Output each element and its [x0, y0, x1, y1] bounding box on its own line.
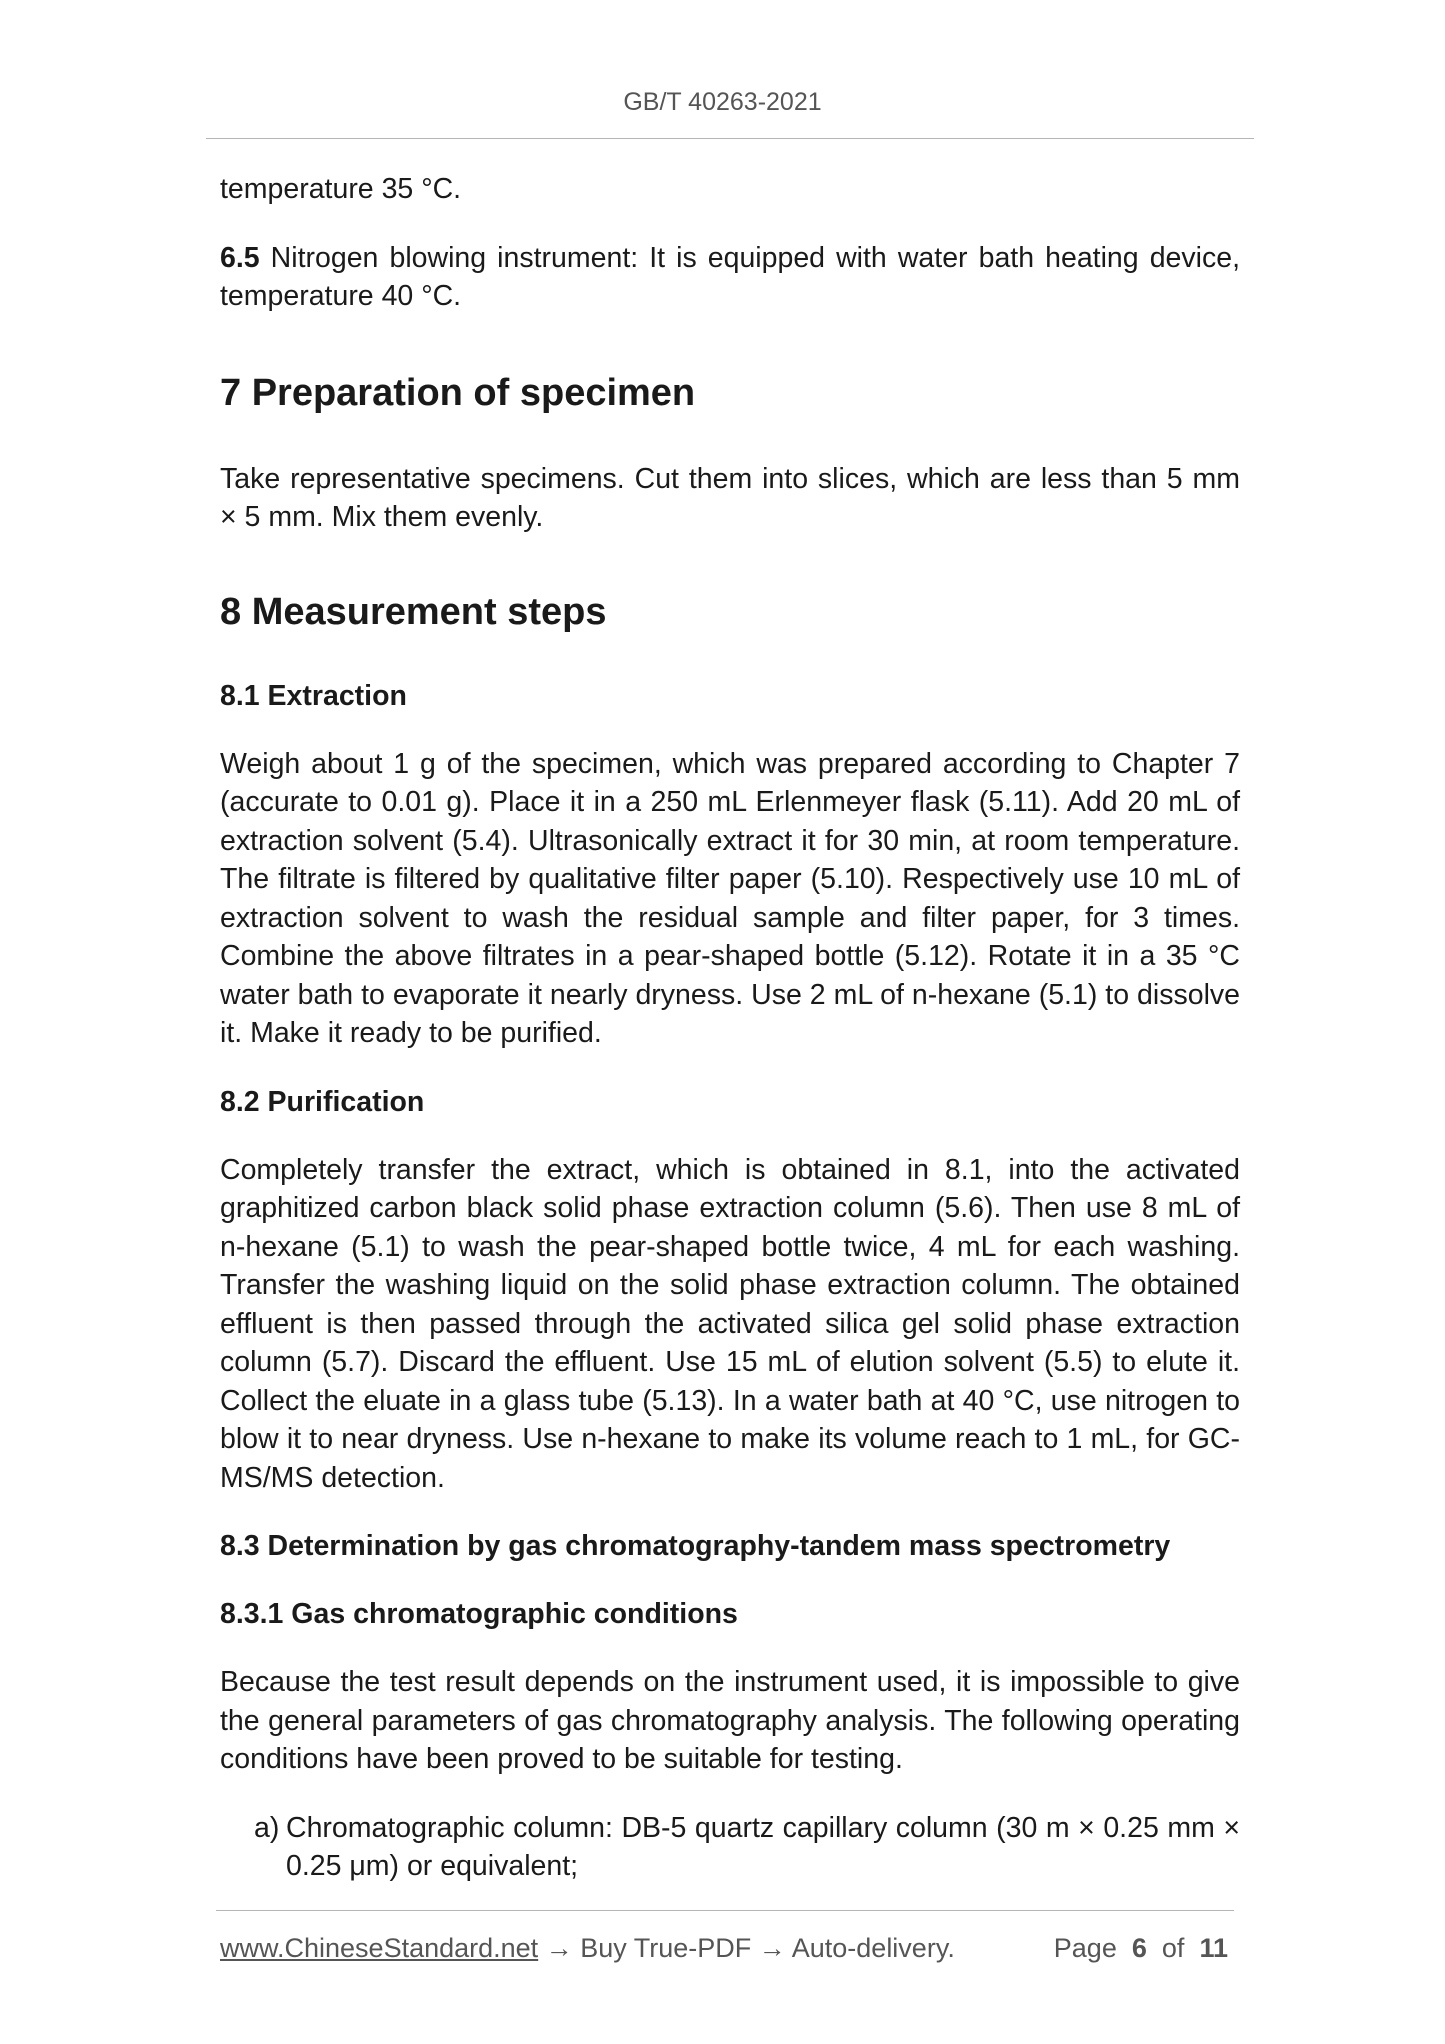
- of-label: of: [1161, 1933, 1185, 1963]
- website-link[interactable]: www.ChineseStandard.net: [220, 1933, 539, 1963]
- footer-promo-text: → Buy True-PDF → Auto-delivery.: [538, 1933, 955, 1963]
- list-marker-a: a): [254, 1811, 280, 1844]
- current-page-number: 6: [1131, 1933, 1147, 1963]
- chapter-7-paragraph: Take representative specimens. Cut them into slices, which are less than 5 mm × 5 mm. Mix them evenly.: [220, 462, 1240, 533]
- list-item-a: [220, 1809, 1240, 1886]
- paragraph-8-3-1: Because the test result depends on the instrument used, it is impossible to give the general parameters of gas chromatography analysis. The following operating conditions have been proved to be suitable for testing.: [220, 1666, 1240, 1775]
- document-body: [220, 170, 1240, 1886]
- page-label: Page: [1053, 1933, 1117, 1963]
- clause-6-5-number: 6.5: [220, 241, 260, 274]
- list-item-a-text: Chromatographic column: DB-5 quartz capillary column (30 m × 0.25 mm × 0.25 μm) or equivalent;: [286, 1811, 1240, 1882]
- paragraph-8-1: Weigh about 1 g of the specimen, which was prepared according to Chapter 7 (accurate to 0.01 g). Place it in a 250 mL Erlenmeyer flask (5.11). Add 20 mL of extraction solvent (5.4). Ultrasonically extract it for 30 min, at room temperature. The filtrate is filtered by qualitative filter paper (5.10). Respectively use 10 mL of extraction solvent to wash the residual sample and filter paper, for 3 times. Combine the above filtrates in a pear-shaped bottle (5.12). Rotate it in a 35 °C water bath to evaporate it nearly dryness. Use 2 mL of n-hexane (5.1) to dissolve it. Make it ready to be purified.: [220, 747, 1240, 1049]
- heading-chapter-8: 8 Measurement steps: [220, 590, 607, 633]
- heading-8-2: 8.2 Purification: [220, 1085, 425, 1118]
- clause-6-5-text: Nitrogen blowing instrument: It is equipped with water bath heating device, temperature 40 °C.: [220, 241, 1240, 312]
- page-indicator: [1054, 1933, 1228, 1964]
- footer-divider: [216, 1910, 1234, 1911]
- header-divider: [206, 138, 1254, 139]
- page-footer: [220, 1933, 1234, 1964]
- document-id-header: GB/T 40263-2021: [623, 88, 822, 116]
- heading-8-3-1: 8.3.1 Gas chromatographic conditions: [220, 1598, 738, 1630]
- total-pages-number: 11: [1199, 1933, 1228, 1963]
- heading-chapter-7: 7 Preparation of specimen: [220, 371, 696, 414]
- clause-6-5: [220, 239, 1240, 316]
- continued-paragraph: temperature 35 °C.: [220, 173, 462, 205]
- paragraph-8-2: Completely transfer the extract, which is obtained in 8.1, into the activated graphitized carbon black solid phase extraction column (5.6). Then use 8 mL of n-hexane (5.1) to wash the pear-shaped bottle twice, 4 mL for each washing. Transfer the washing liquid on the solid phase extraction column. The obtained effluent is then passed through the activated silica gel solid phase extraction column (5.7). Discard the effluent. Use 15 mL of elution solvent (5.5) to elute it. Collect the eluate in a glass tube (5.13). In a water bath at 40 °C, use nitrogen to blow it to near dryness. Use n-hexane to make its volume reach to 1 mL, for GC-MS/MS detection.: [220, 1153, 1240, 1494]
- heading-8-3: 8.3 Determination by gas chromatography-tandem mass spectrometry: [220, 1530, 1171, 1562]
- heading-8-1: 8.1 Extraction: [220, 679, 407, 712]
